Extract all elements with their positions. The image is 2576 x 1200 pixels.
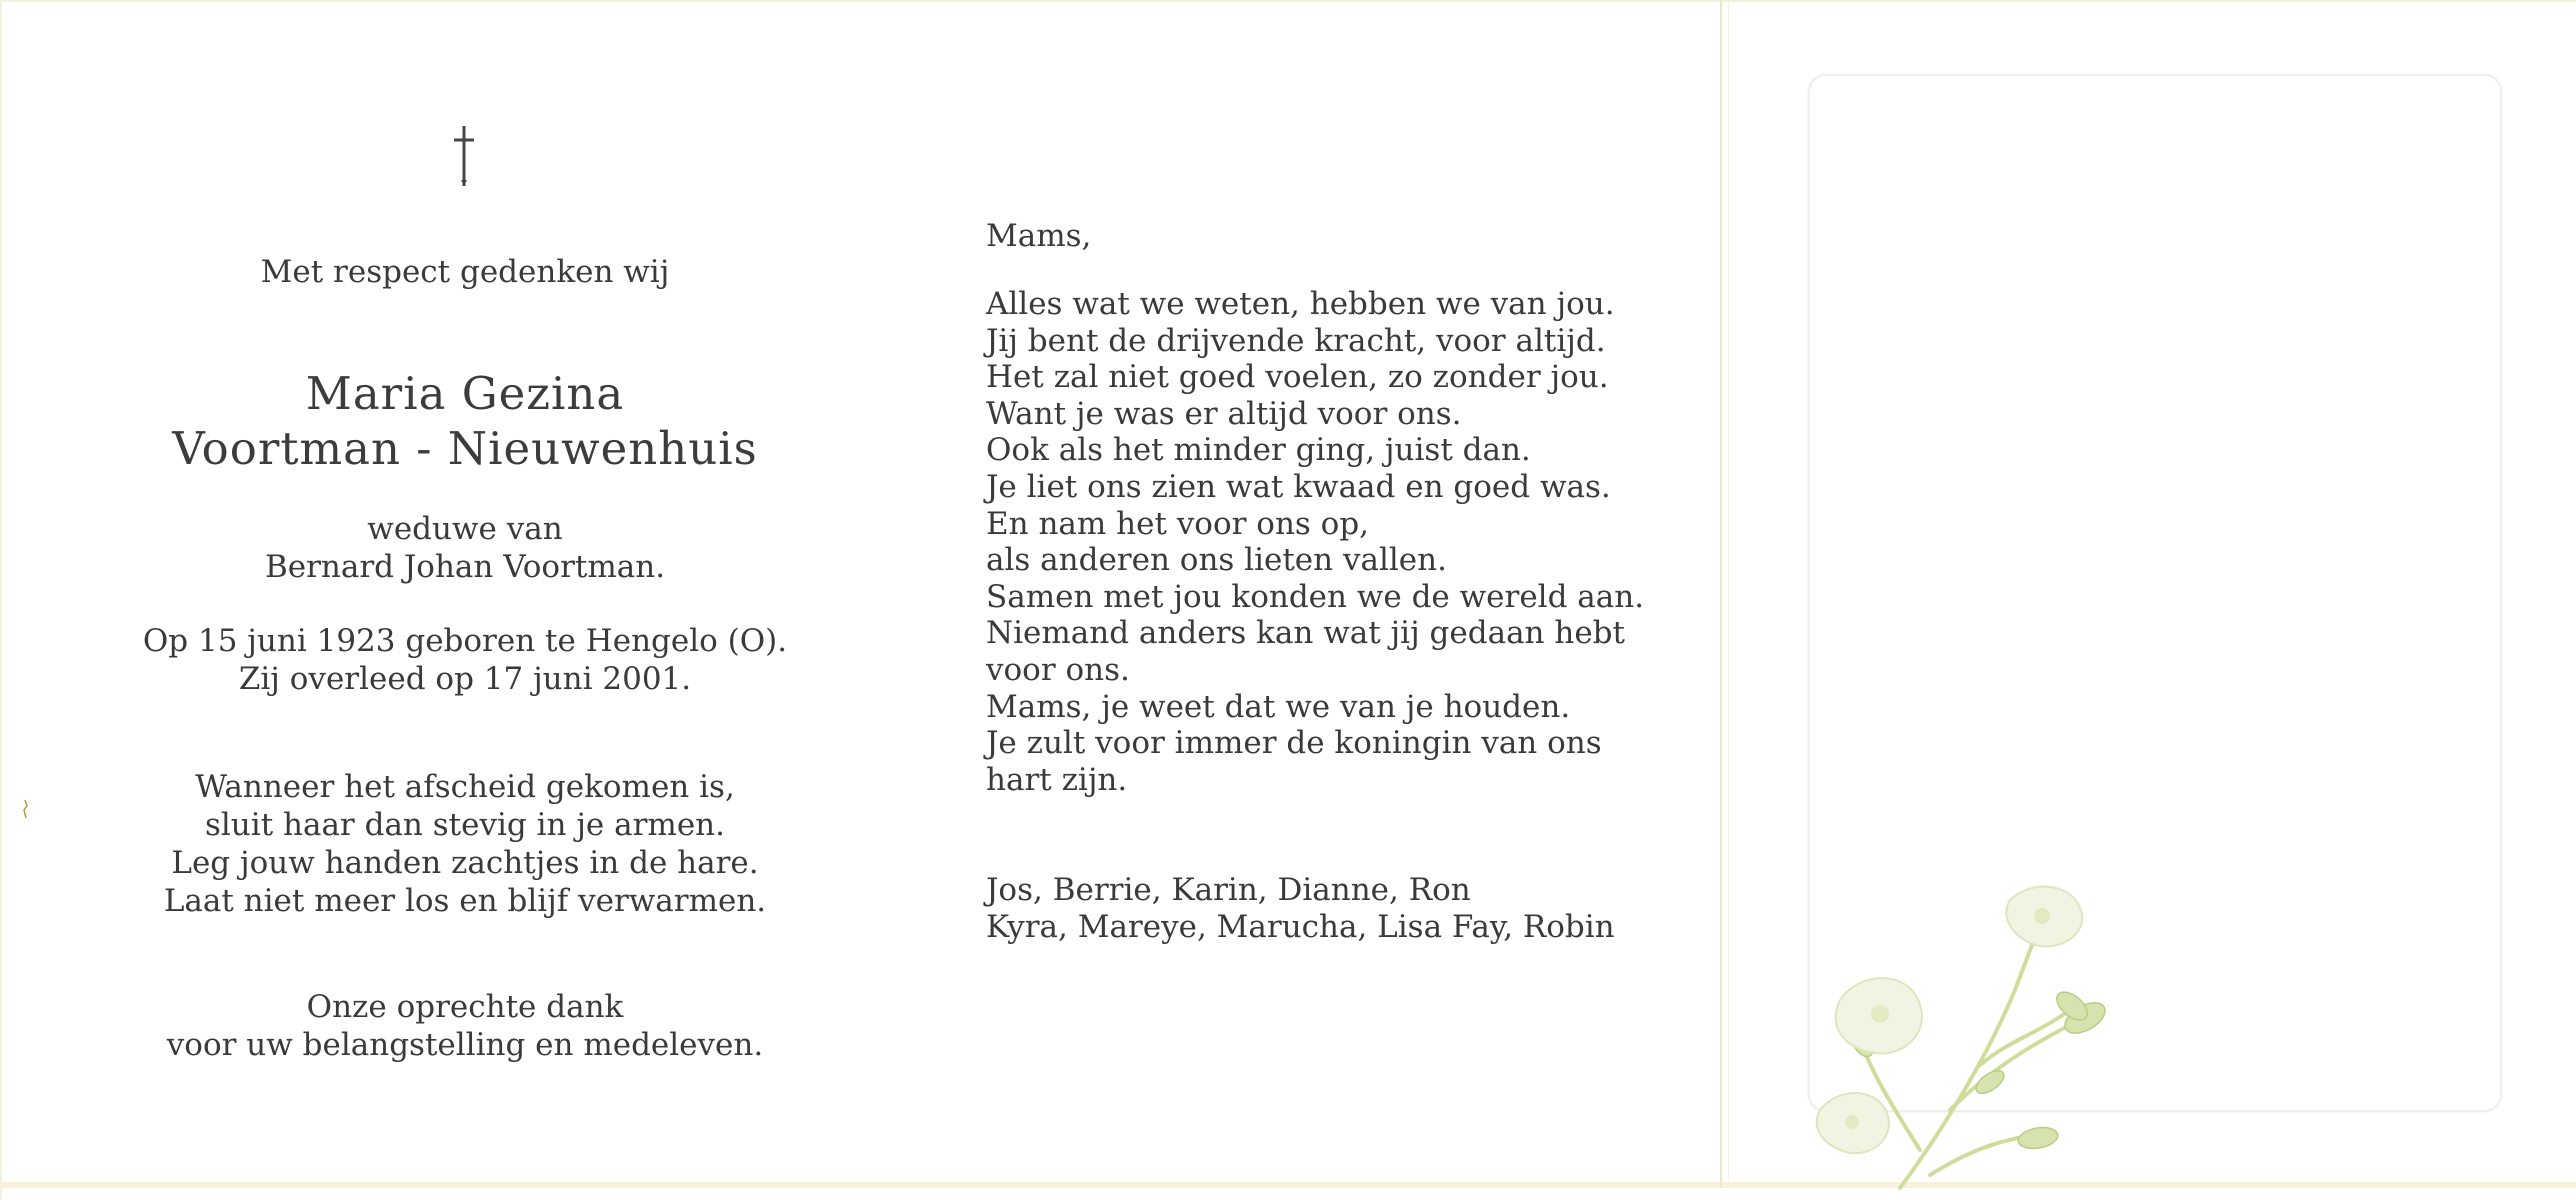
life-dates	[130, 622, 800, 698]
cross-icon	[440, 124, 488, 192]
flower-decoration	[1780, 820, 2200, 1190]
poem-line: Niemand anders kan wat jij gedaan hebt	[986, 615, 1625, 652]
dates-line: Zij overleed op 17 juni 2001.	[238, 661, 692, 697]
widow-line: Bernard Johan Voortman.	[264, 549, 666, 585]
paper-edge-left	[0, 0, 2, 1200]
dates-line: Op 15 juni 1923 geboren te Hengelo (O).	[142, 623, 788, 659]
thanks-note	[130, 988, 800, 1064]
signature-line: Jos, Berrie, Karin, Dianne, Ron	[986, 872, 1471, 908]
verse-line: Leg jouw handen zachtjes in de hare.	[171, 845, 759, 881]
paper-edge-top	[0, 0, 2576, 2]
poem-line: hart zijn.	[986, 761, 1128, 798]
poem-line: Je zult voor immer de koningin van ons	[986, 725, 1602, 762]
paper-mark	[22, 800, 28, 818]
verse-line: Laat niet meer los en blijf verwarmen.	[163, 883, 767, 919]
name-line-1: Maria Gezina	[305, 367, 625, 420]
poem-line: Want je was er altijd voor ons.	[986, 395, 1462, 432]
poem-line: En nam het voor ons op,	[986, 505, 1370, 542]
poem-line: Ook als het minder ging, juist dan.	[986, 432, 1531, 469]
poem-salutation: Mams,	[986, 218, 1092, 254]
farewell-verse	[130, 768, 800, 920]
poem-line: als anderen ons lieten vallen.	[986, 542, 1447, 579]
verse-line: sluit haar dan stevig in je armen.	[204, 807, 725, 843]
widow-of	[130, 510, 800, 586]
deceased-name	[130, 366, 800, 476]
verse-line: Wanneer het afscheid gekomen is,	[195, 769, 735, 805]
poem-line: Samen met jou konden we de wereld aan.	[986, 578, 1645, 615]
poem-line: Jij bent de drijvende kracht, voor altijd.	[986, 322, 1606, 359]
thanks-line: Onze oprechte dank	[306, 989, 624, 1025]
poem-line: Het zal niet goed voelen, zo zonder jou.	[986, 359, 1609, 396]
card-fold-shadow	[1728, 0, 1729, 1188]
poem-line: Mams, je weet dat we van je houden.	[986, 688, 1571, 725]
poem	[986, 286, 1645, 798]
poem-line: voor ons.	[986, 651, 1130, 688]
widow-line: weduwe van	[367, 511, 563, 547]
poem-line: Alles wat we weten, hebben we van jou.	[986, 286, 1615, 322]
thanks-line: voor uw belangstelling en medeleven.	[166, 1027, 764, 1063]
signature-line: Kyra, Mareye, Marucha, Lisa Fay, Robin	[986, 909, 1615, 945]
signatures	[986, 872, 1615, 946]
intro-text: Met respect gedenken wij	[260, 254, 670, 290]
name-line-2: Voortman - Nieuwenhuis	[172, 422, 758, 475]
card-fold	[1720, 0, 1722, 1188]
poem-line: Je liet ons zien wat kwaad en goed was.	[986, 468, 1611, 505]
